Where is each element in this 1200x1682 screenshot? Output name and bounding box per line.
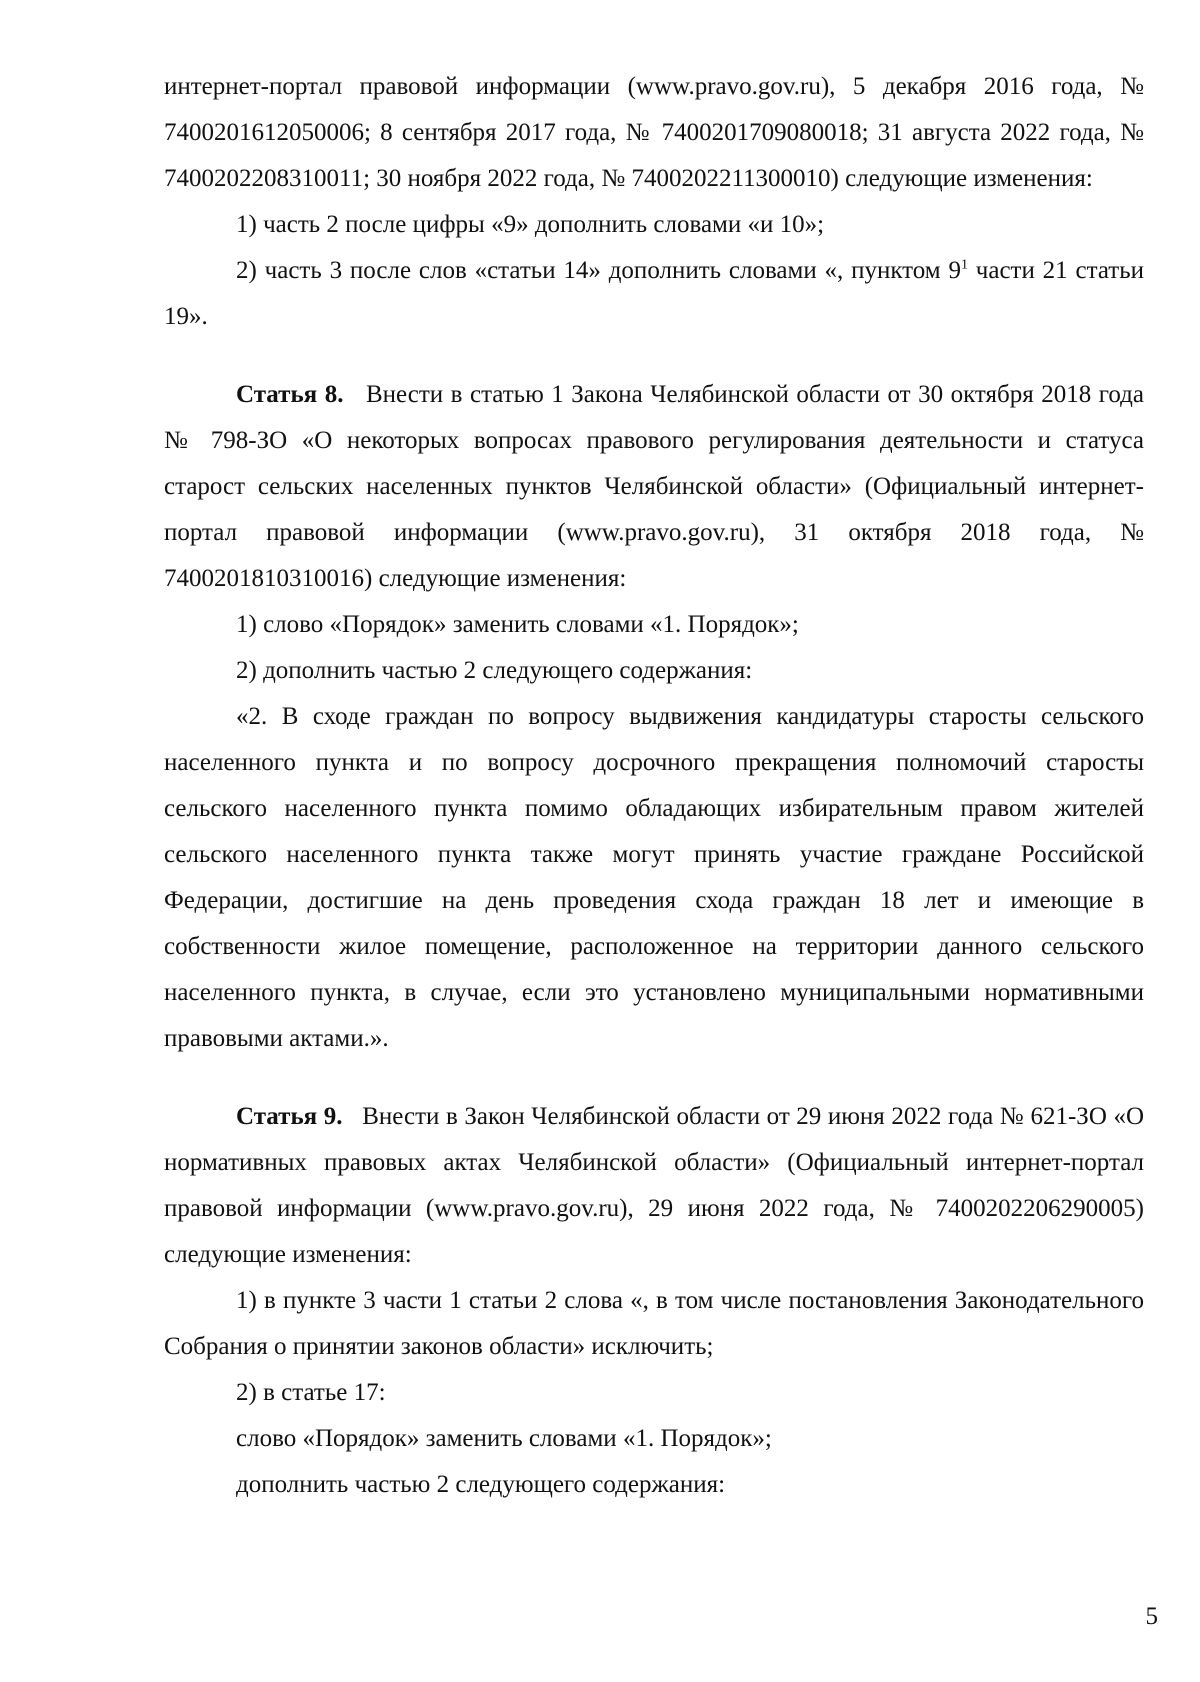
article-9-item-2: 2) в статье 17: <box>236 1379 386 1406</box>
superscript-1: 1 <box>960 257 968 273</box>
document-body <box>164 64 1144 1508</box>
article-9-paragraph <box>164 1094 1144 1278</box>
intro-paragraph: интернет-портал правовой информации (www.pravo.gov.ru), 5 декабря 2016 года, № 7400201612050006; 8 сентября 2017 года, № 7400201709080018; 31 августа 2022 года, № 7400202208310011; 30 ноября 2022 года, № 7400202211300010) следующие изменения: <box>164 73 1144 192</box>
article-8-item-2: 2) дополнить частью 2 следующего содержания: <box>236 657 753 684</box>
intro-item-2-text-a: 2) часть 3 после слов «статьи 14» дополнить словами «, пунктом 9 <box>236 257 961 284</box>
section-gap <box>164 1062 1144 1094</box>
intro-item-2-text-b: части 21 статьи 19». <box>164 257 1144 330</box>
article-9-item-1: 1) в пункте 3 части 1 статьи 2 слова «, в том числе постановления Законодательного Собрания о принятии законов области» исключить; <box>164 1287 1144 1360</box>
section-gap <box>164 340 1144 372</box>
article-8-text: Внести в статью 1 Закона Челябинской области от 30 октября 2018 года № 798-ЗО «О некоторых вопросах правового регулирования деятельности и статуса старост сельских населенных пунктов Челябинской области» (Официальный интернет-портал правовой информации (www.pravo.gov.ru), 31 октября 2018 года, № 7400201810310016) следующие изменения: <box>164 381 1144 592</box>
article-9-heading: Статья 9. <box>236 1103 343 1130</box>
article-9-item-3: слово «Порядок» заменить словами «1. Порядок»; <box>236 1425 772 1452</box>
article-9-text: Внести в Закон Челябинской области от 29 июня 2022 года № 621-ЗО «О нормативных правовых актах Челябинской области» (Официальный интернет-портал правовой информации (www.pravo.gov.ru), 29 июня 2022 года, № 7400202206290005) следующие изменения: <box>164 1103 1145 1268</box>
article-9-item-4: дополнить частью 2 следующего содержания: <box>236 1471 726 1498</box>
intro-item-2 <box>164 248 1144 340</box>
article-8-paragraph <box>164 372 1144 602</box>
article-8-quote: «2. В сходе граждан по вопросу выдвижения кандидатуры старосты сельского населенного пункта и по вопросу досрочного прекращения полномочий старосты сельского населенного пункта помимо обладающих избирательным правом жителей сельского населенного пункта также могут принять участие граждане Российской Федерации, достигшие на день проведения схода граждан 18 лет и имеющие в собственности жилое помещение, расположенное на территории данного сельского населенного пункта, в случае, если это установлено муниципальными нормативными правовыми актами.». <box>164 703 1144 1052</box>
page-number: 5 <box>1145 1603 1158 1630</box>
article-8-item-1: 1) слово «Порядок» заменить словами «1. Порядок»; <box>236 611 799 638</box>
article-8-heading: Статья 8. <box>236 381 344 408</box>
intro-item-1: 1) часть 2 после цифры «9» дополнить словами «и 10»; <box>236 211 825 238</box>
